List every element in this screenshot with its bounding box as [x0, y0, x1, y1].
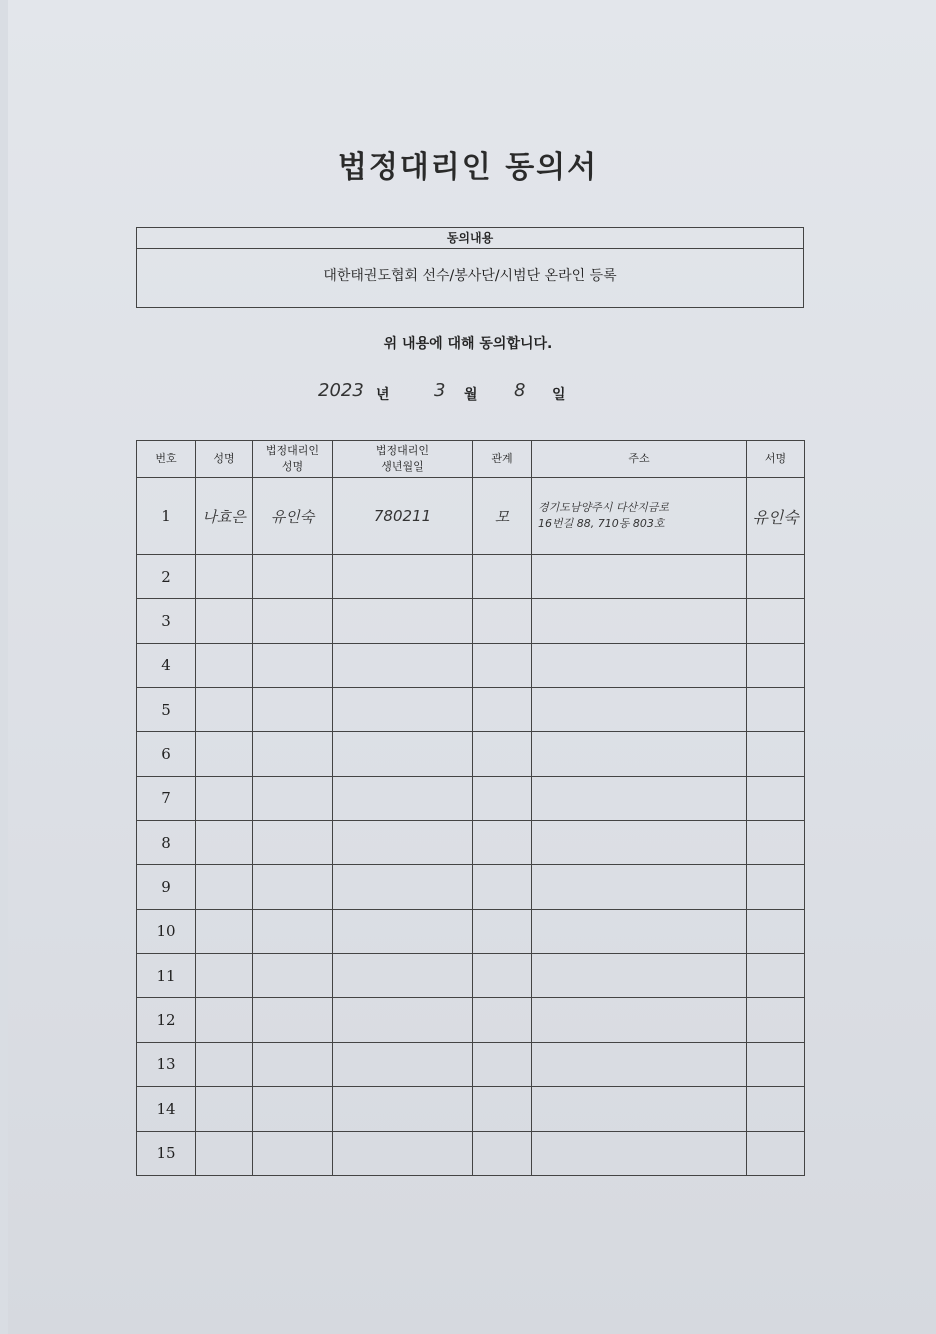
cell-no: 9: [137, 865, 196, 909]
cell-name: [196, 555, 253, 599]
cell-guardian-name: [253, 732, 333, 776]
cell-no: 11: [137, 954, 196, 998]
table-row: [137, 1087, 805, 1131]
cell-signature: [747, 776, 805, 820]
cell-signature: [747, 909, 805, 953]
cell-relation: [473, 688, 532, 732]
registration-table: [136, 440, 805, 1176]
cell-address: [532, 909, 747, 953]
header-guardian-birth: [333, 441, 473, 478]
header-relation: 관계: [473, 441, 532, 478]
cell-guardian-birth: [333, 776, 473, 820]
cell-name: [196, 909, 253, 953]
table-row: [137, 1131, 805, 1176]
table-row: [137, 776, 805, 820]
cell-guardian-name: [253, 1042, 333, 1086]
table-header-row: [137, 441, 805, 478]
table-row: [137, 954, 805, 998]
cell-guardian-birth: [333, 643, 473, 687]
cell-relation: [473, 998, 532, 1042]
cell-signature: 유인숙: [747, 478, 805, 555]
cell-name: [196, 688, 253, 732]
cell-guardian-birth: [333, 821, 473, 865]
header-address: 주소: [532, 441, 747, 478]
header-signature: 서명: [747, 441, 805, 478]
cell-name: [196, 1087, 253, 1131]
cell-guardian-name: [253, 998, 333, 1042]
cell-no: 10: [137, 909, 196, 953]
cell-guardian-birth: [333, 1042, 473, 1086]
cell-name: [196, 643, 253, 687]
date-day: 8: [514, 380, 526, 401]
cell-guardian-birth: [333, 732, 473, 776]
cell-address: [532, 478, 747, 555]
table-row: [137, 998, 805, 1042]
cell-no: 1: [137, 478, 196, 555]
cell-guardian-birth: [333, 599, 473, 643]
cell-signature: [747, 688, 805, 732]
cell-address: [532, 643, 747, 687]
cell-guardian-birth: [333, 954, 473, 998]
cell-relation: [473, 1131, 532, 1176]
cell-guardian-birth: [333, 1131, 473, 1176]
header-no: 번호: [137, 441, 196, 478]
cell-name: [196, 776, 253, 820]
cell-name: [196, 954, 253, 998]
table-body: [137, 478, 805, 1176]
cell-relation: [473, 954, 532, 998]
cell-guardian-name: [253, 688, 333, 732]
table-row: [137, 732, 805, 776]
cell-guardian-name: [253, 599, 333, 643]
table-row: [137, 688, 805, 732]
cell-signature: [747, 821, 805, 865]
date-year-unit: 년: [376, 387, 390, 403]
cell-no: 3: [137, 599, 196, 643]
cell-address: [532, 1087, 747, 1131]
cell-address: [532, 1131, 747, 1176]
document-title: 법정대리인 동의서: [337, 150, 599, 185]
address-line2: 16번길 88, 710동 803호: [538, 517, 665, 531]
cell-signature: [747, 998, 805, 1042]
cell-guardian-birth: [333, 688, 473, 732]
cell-address: [532, 688, 747, 732]
cell-relation: [473, 599, 532, 643]
cell-relation: [473, 821, 532, 865]
cell-name: [196, 821, 253, 865]
header-guardian-birth-line2: 생년월일: [381, 460, 424, 473]
cell-guardian-birth: [333, 865, 473, 909]
cell-guardian-name: 유인숙: [253, 478, 333, 555]
cell-signature: [747, 1131, 805, 1176]
table-row: [137, 865, 805, 909]
cell-guardian-name: [253, 643, 333, 687]
cell-address: [532, 865, 747, 909]
cell-relation: [473, 643, 532, 687]
cell-address: [532, 821, 747, 865]
table-row: [137, 909, 805, 953]
cell-relation: [473, 1042, 532, 1086]
cell-address: [532, 732, 747, 776]
cell-name: [196, 1131, 253, 1176]
cell-relation: [473, 776, 532, 820]
cell-signature: [747, 732, 805, 776]
cell-signature: [747, 865, 805, 909]
cell-signature: [747, 643, 805, 687]
consent-box: [136, 227, 804, 308]
cell-name: [196, 998, 253, 1042]
cell-relation: [473, 865, 532, 909]
cell-guardian-name: [253, 776, 333, 820]
consent-content: 대한태권도협회 선수/봉사단/시범단 온라인 등록: [323, 268, 617, 284]
cell-no: 2: [137, 555, 196, 599]
cell-signature: [747, 555, 805, 599]
cell-address: [532, 954, 747, 998]
cell-no: 7: [137, 776, 196, 820]
date-month: 3: [434, 380, 446, 401]
cell-guardian-name: [253, 821, 333, 865]
cell-guardian-birth: [333, 555, 473, 599]
table-row: [137, 599, 805, 643]
cell-no: 4: [137, 643, 196, 687]
header-guardian-birth-line1: 법정대리인: [375, 444, 430, 457]
cell-guardian-birth: [333, 1087, 473, 1131]
cell-relation: [473, 909, 532, 953]
cell-no: 5: [137, 688, 196, 732]
cell-address: [532, 998, 747, 1042]
cell-signature: [747, 1087, 805, 1131]
date-day-unit: 일: [552, 387, 566, 403]
cell-address: [532, 555, 747, 599]
date-month-unit: 월: [464, 387, 478, 403]
cell-relation: [473, 1087, 532, 1131]
cell-signature: [747, 1042, 805, 1086]
cell-signature: [747, 599, 805, 643]
cell-guardian-birth: 780211: [333, 478, 473, 555]
cell-no: 12: [137, 998, 196, 1042]
header-guardian-name: [253, 441, 333, 478]
cell-no: 13: [137, 1042, 196, 1086]
cell-name: 나효은: [196, 478, 253, 555]
cell-relation: 모: [473, 478, 532, 555]
table-row: [137, 478, 805, 555]
table-row: [137, 1042, 805, 1086]
table-row: [137, 821, 805, 865]
cell-name: [196, 1042, 253, 1086]
cell-signature: [747, 954, 805, 998]
header-guardian-name-line2: 성명: [281, 460, 304, 473]
consent-header: 동의내용: [137, 228, 803, 249]
table-row: [137, 555, 805, 599]
agreement-text: 위 내용에 대해 동의합니다.: [383, 336, 553, 352]
cell-relation: [473, 555, 532, 599]
cell-guardian-name: [253, 1131, 333, 1176]
cell-no: 8: [137, 821, 196, 865]
cell-address: [532, 1042, 747, 1086]
cell-address: [532, 599, 747, 643]
cell-no: 6: [137, 732, 196, 776]
date-line: [318, 380, 618, 410]
cell-name: [196, 599, 253, 643]
cell-name: [196, 865, 253, 909]
cell-guardian-birth: [333, 909, 473, 953]
header-guardian-name-line1: 법정대리인: [265, 444, 320, 457]
cell-name: [196, 732, 253, 776]
cell-guardian-name: [253, 954, 333, 998]
cell-no: 15: [137, 1131, 196, 1176]
date-year: 2023: [318, 380, 364, 401]
cell-guardian-birth: [333, 998, 473, 1042]
table-row: [137, 643, 805, 687]
cell-guardian-name: [253, 865, 333, 909]
header-name: 성명: [196, 441, 253, 478]
cell-guardian-name: [253, 555, 333, 599]
cell-guardian-name: [253, 909, 333, 953]
address-line1: 경기도남양주시 다산지금로: [538, 501, 670, 515]
cell-address: [532, 776, 747, 820]
cell-guardian-name: [253, 1087, 333, 1131]
cell-relation: [473, 732, 532, 776]
cell-no: 14: [137, 1087, 196, 1131]
